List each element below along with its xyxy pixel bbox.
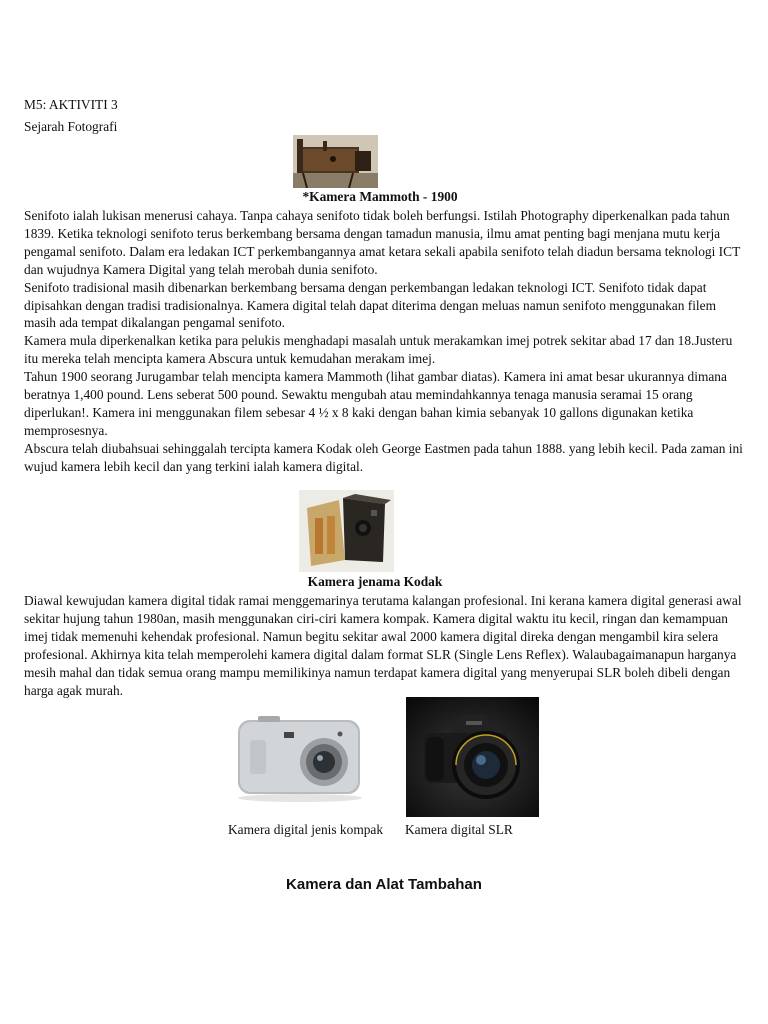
kodak-box-camera-photo-icon	[299, 490, 394, 572]
kodak-caption: Kamera jenama Kodak	[307, 574, 443, 589]
paragraph: Kamera mula diperkenalkan ketika para pelukis menghadapi masalah untuk merakamkan imej potrek sekitar abad 17 dan 18.Justeru itu mereka telah mencipta kamera Abscura untuk kemudahan merakam imej.	[24, 333, 733, 367]
paragraph: Diawal kewujudan kamera digital tidak ramai menggemarinya terutama kalangan profesional. Ini kerana kamera digital generasi awal sekitar hujung tahun 1980an, masih menggunakan ciri-ciri kamera kompak. Kamera digital waktu itu kecil, ringan dan kemampuan imej tidak memenuhi kehendak profesional. Namun begitu sekitar awal 2000 kamera digital direka dengan mengambil kira selera profesional. Akhirnya kita telah memperolehi kamera digital dalam format SLR (Single Lens Reflex). Walaubagaimanapun harganya mesih mahal dan tidak semua orang mampu memilikinya namun terdapat kamera digital yang menyerupai SLR boleh dibeli dengan harga agak murah.	[24, 593, 742, 698]
digital-text	[24, 592, 744, 699]
compact-caption: Kamera digital jenis kompak	[228, 822, 384, 837]
mammoth-camera-photo-icon	[293, 135, 378, 188]
paragraph: Tahun 1900 seorang Jurugambar telah mencipta kamera Mammoth (lihat gambar diatas). Kamera ini amat besar ukurannya dimana beratnya 1,400 pound. Lens seberat 500 pound. Sewaktu mengubah atau memindahkannya tenaga manusia seramai 15 orang diperlukan!. Kamera ini menggunakan filem sebesar 4 ½ x 8 kaki dengan bahan kimia sebanyak 10 gallons digunakan ketika memprosesnya.	[24, 369, 727, 438]
compact-digital-camera-photo-icon	[228, 710, 366, 805]
paragraph: Senifoto ialah lukisan menerusi cahaya. Tanpa cahaya senifoto tidak boleh berfungsi. Istilah Photography diperkenalkan pada tahun 1839. Ketika teknologi senifoto terus berkembang bersama dengan tamadun manusia, ilmu amat penting bagi menjana mutu kerja pengamal senifoto. Dalam era ledakan ICT perkembangannya amat ketara sekali apabila senifoto telah diadun bersama teknologi ICT dan wujudnya Kamera Digital yang telah merobah dunia senifoto.	[24, 208, 741, 277]
section-heading: Kamera dan Alat Tambahan	[286, 876, 482, 893]
mammoth-caption: *Kamera Mammoth - 1900	[302, 189, 458, 204]
slr-digital-camera-photo-icon	[406, 697, 539, 817]
intro-text	[24, 207, 744, 476]
paragraph: Abscura telah diubahsuai sehinggalah tercipta kamera Kodak oleh George Eastmen pada tahun 1888. yang lebih kecil. Pada zaman ini wujud kamera lebih kecil dan yang terkini ialah kamera digital.	[24, 440, 743, 474]
slr-caption: Kamera digital SLR	[405, 822, 513, 837]
subject-title: Sejarah Fotografi	[24, 119, 118, 134]
paragraph: Senifoto tradisional masih dibenarkan berkembang bersama dengan perkembangan ledakan teknologi ICT. Senifoto tidak dapat dipisahkan dengan tradisi tradisionalnya. Kamera digital telah dapat diterima dengan meluas namun senifoto menggunakan filem masih ada tempat dikalangan pengamal senifoto.	[24, 279, 717, 331]
activity-label: M5: AKTIVITI 3	[24, 97, 118, 112]
